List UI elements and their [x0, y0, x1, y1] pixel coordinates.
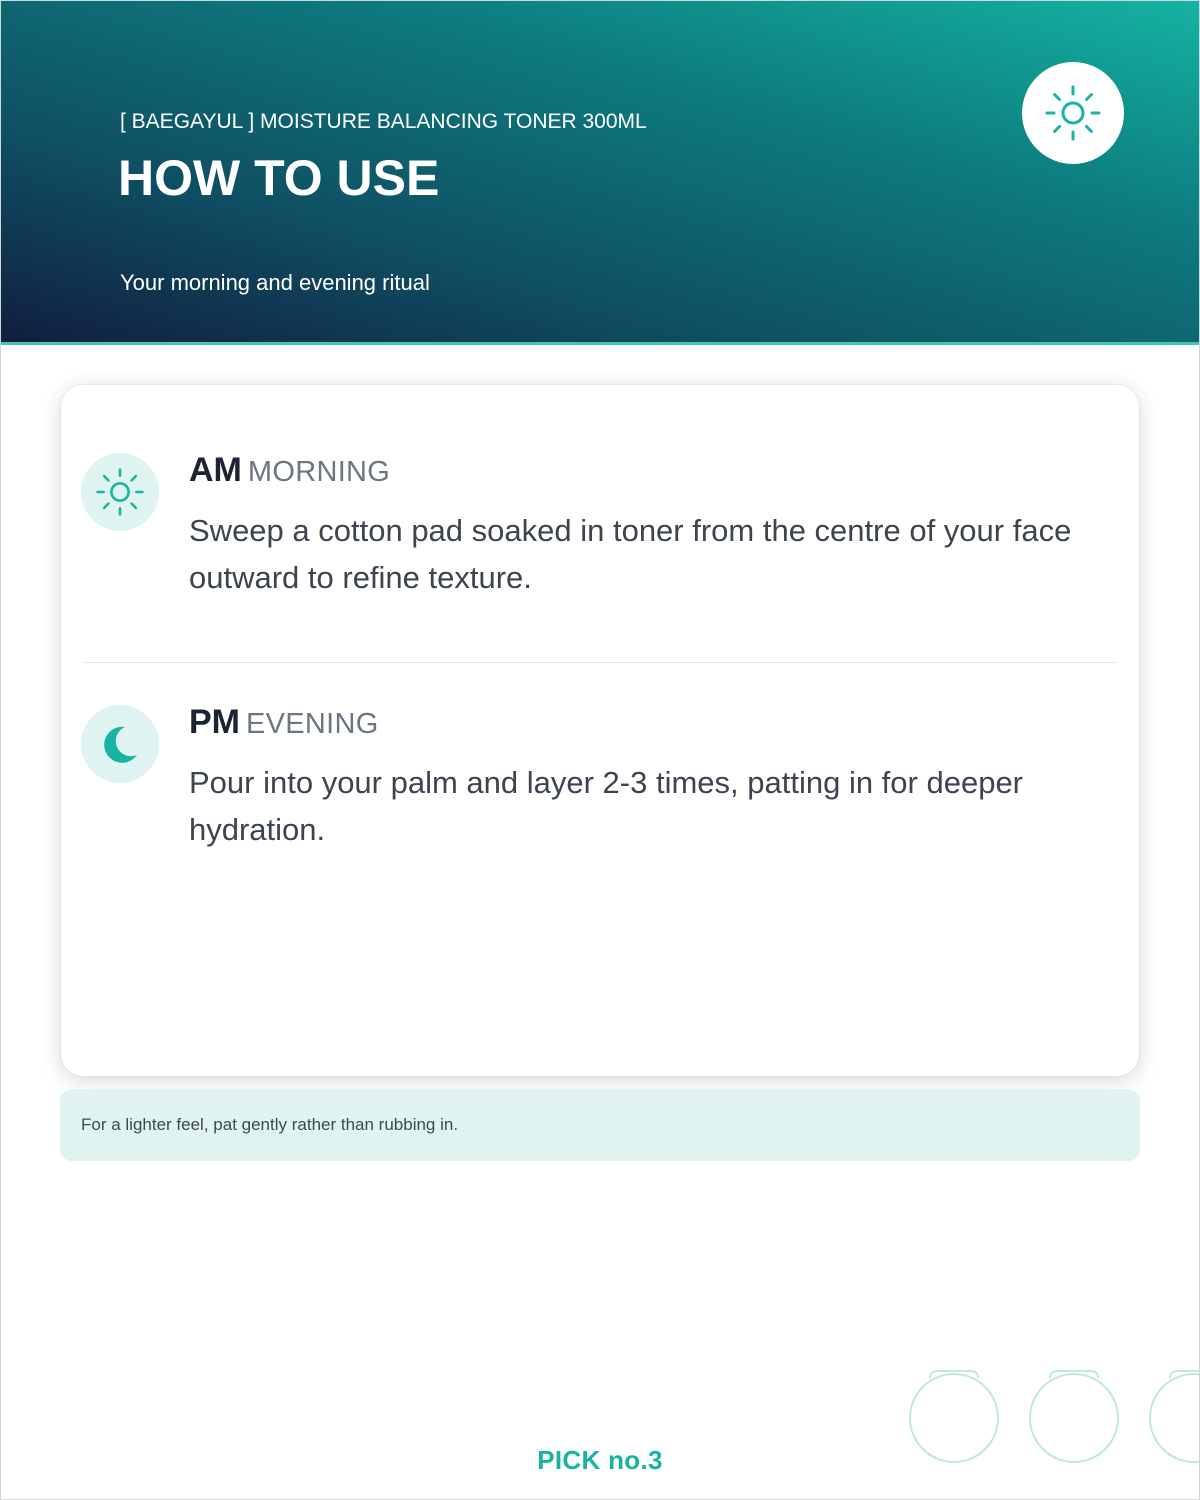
tip-text: For a lighter feel, pat gently rather than rubbing in.	[81, 1115, 459, 1134]
am-code: AM	[189, 451, 242, 489]
pm-heading	[189, 703, 379, 742]
page-subtitle: Your morning and evening ritual	[120, 270, 430, 295]
pm-description: Pour into your palm and layer 2-3 times, patting in for deeper hydration.	[189, 765, 1024, 847]
pick-number: PICK no.3	[537, 1445, 663, 1475]
am-description: Sweep a cotton pad soaked in toner from the centre of your face outward to refine texture.	[189, 513, 1072, 595]
pm-label: EVENING	[246, 708, 379, 740]
product-name: [ BAEGAYUL ] MOISTURE BALANCING TONER 300ML	[120, 110, 647, 133]
am-icon-badge	[81, 453, 159, 531]
am-heading	[189, 451, 390, 490]
tip-box	[60, 1089, 1140, 1161]
am-label: MORNING	[247, 456, 391, 488]
pm-code: PM	[189, 703, 240, 741]
header-sun-badge	[1022, 62, 1124, 164]
pm-icon-badge	[81, 705, 159, 783]
usage-card	[61, 385, 1139, 1076]
sun-icon	[1044, 84, 1102, 142]
page-title: HOW TO USE	[118, 150, 440, 206]
sun-icon	[95, 467, 145, 517]
header-banner	[0, 0, 1200, 345]
step-am	[61, 385, 1139, 663]
step-pm	[61, 663, 1139, 963]
moon-icon	[95, 719, 145, 769]
